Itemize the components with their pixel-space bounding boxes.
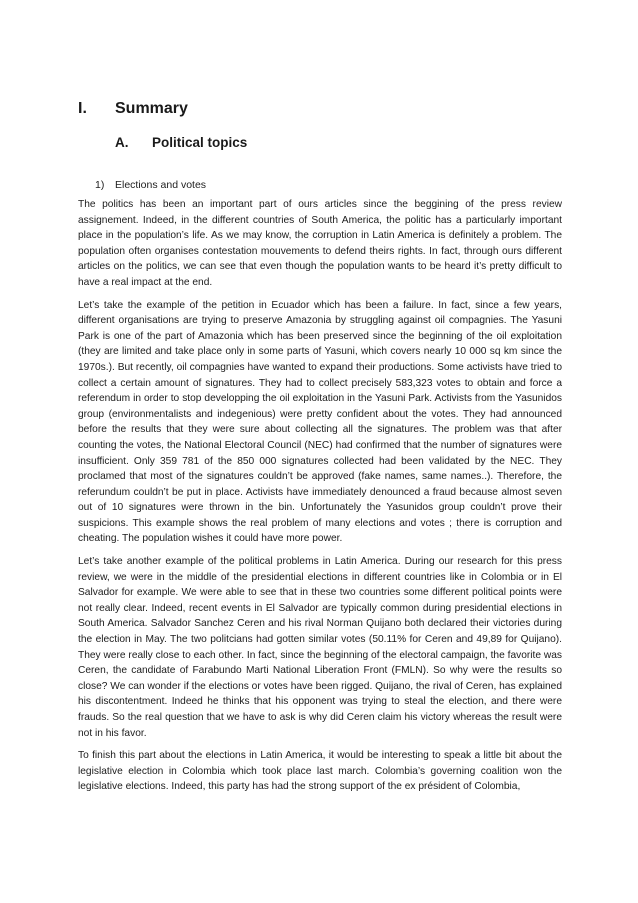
paragraph: Let’s take another example of the political problems in Latin America. During our research for this press review, we were in the middle of the presidential elections in different countries like in Colombia or in El Salvador for example. We were able to see that in these two countries some different political points were not really clear. Indeed, recent events in El Salvador are typically common during presidential elections in South America. Salvador Sanchez Ceren and his rival Norman Quijano both declared their victories during the election in May. The two politcians had gotten similar votes (50.11% for Ceren and 49,89 for Quijano). They were really close to each other. In fact, since the beginning of the electoral campaign, the favorite was Ceren, the candidate of Farabundo Marti National Liberation Front (FMLN). So why were the results so close? We can wonder if the elections or votes have been rigged. Quijano, the rival of Ceren, has explained his discontentment. Indeed he thinks that his opponent was trying to steal the election, and there were frauds. So the real question that we have to ask is why did Ceren claim his victory whereas the result were not in his favor. — [78, 556, 563, 739]
subsubsection-number: 1) — [95, 179, 105, 191]
subsection-number: A. — [115, 135, 129, 150]
paragraph: Let’s take the example of the petition in Ecuador which has been a failure. In fact, since a few years, different organisations are trying to preserve Amazonia by struggling against oil compagnies. The Yasuni Park is one of the part of Amazonia which has been preserved since the beginning of the oil exploitation (they are limited and take place only in some parts of Yasuni, which covers nearly 10 000 sq km since the 1970s.). But recently, oil compagnies have wanted to expand their productions. Some activists have tried to collect a certain amount of signatures. They had to collect precisely 583,323 votes to obtain and force a referendum in order to stop developping the oil exploitation in the Yasuni Park. Activists from the Yasunidos group (environmentalists and indegenious) were pretty confident about the votes. They had announced before the results that they were sure about collecting all the signatures. The problem was that after counting the votes, the National Electoral Council (NEC) had confirmed that the number of signatures were insufficient. Only 359 781 of the 850 000 signatures collected had been validated by the NEC. They proclamed that most of the signatures couldn’t be approved (fake names, same names..). Therefore, the referundum couldn’t be put in place. Activists have immediately denounced a fraud because almost seven out of 10 signatures were thrown in the bin. Unfortunately the Yasunidos group couldn’t prove their suspicions. This example shows the real problem of many elections and votes ; there is corruption and cheating. The population wishes it could have more power. — [78, 299, 562, 545]
subsubsection-heading — [95, 179, 206, 191]
subsection-heading — [115, 135, 247, 150]
paragraph: The politics has been an important part of ours articles since the beggining of the press review assignement. Indeed, in the different countries of South America, the politic has a particularly important place in the population’s life. As we may know, the corruption in Latin America is definitely a problem. The population often organises contestation mouvements to defend theirs rights. In fact, through ours different articles on the politics, we can see that even though the population wants to be heard it’s pretty difficult to have a real impact at the end. — [78, 199, 562, 288]
paragraph: To finish this part about the elections in Latin America, it would be interesting to speak a little bit about the legislative election in Colombia which took place last march. Colombia’s governing coalition won the legislative elections. Indeed, this party has had the strong support of the ex président of Colombia, — [78, 750, 562, 793]
section-number: I. — [78, 100, 87, 117]
subsection-title: Political topics — [152, 135, 248, 150]
section-title: Summary — [115, 100, 188, 117]
section-heading — [78, 100, 188, 118]
body-text — [78, 197, 562, 802]
subsubsection-title: Elections and votes — [115, 179, 207, 191]
